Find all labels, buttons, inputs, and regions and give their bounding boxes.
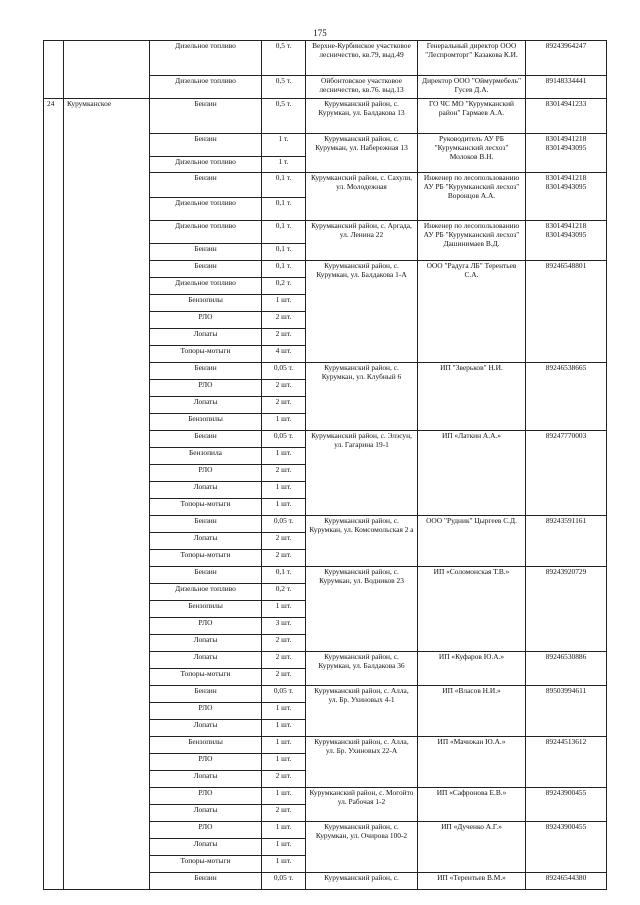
organization-cell: Инженер по лесопользованию АУ РБ "Курумканский лесхоз" Воронцов А.А.	[418, 173, 526, 221]
table-row	[44, 41, 607, 76]
quantity-cell: 0,05 т.	[262, 431, 306, 448]
resource-cell: Лопаты	[150, 720, 262, 737]
phone-cell: 83014941218 83014943095	[526, 221, 607, 261]
resource-cell: Лопаты	[150, 533, 262, 550]
address-cell: Курумканский район, с. Алла, ул. Бр. Ухиновых 22-А	[306, 737, 418, 788]
resource-cell: Топоры-мотыги	[150, 499, 262, 516]
resource-cell: Бензин	[150, 134, 262, 157]
address-cell: Курумканский район, с.	[306, 873, 418, 890]
resource-cell: Бензопилы	[150, 737, 262, 754]
phone-cell: 89246544380	[526, 873, 607, 890]
resource-cell: Топоры-мотыги	[150, 856, 262, 873]
district-cell	[64, 41, 150, 99]
quantity-cell: 0,5 т.	[262, 76, 306, 99]
address-cell: Курумканский район, с. Курумкан, ул. Балдакова 13	[306, 99, 418, 134]
resource-cell: Бензин	[150, 99, 262, 134]
organization-cell: ИП «Дученко А.Г.»	[418, 822, 526, 873]
district-cell: Курумканское	[64, 99, 150, 890]
address-cell: Курумканский район, с. Курумкан, ул. Клубный 6	[306, 363, 418, 431]
address-cell: Курумканский район, с. Курумкан, ул. Водников 23	[306, 567, 418, 652]
phone-cell: 89243900455	[526, 822, 607, 873]
phone-cell: 83014941233	[526, 99, 607, 134]
address-cell: Курумканский район, с. Курумкан, ул. Балдакова 36	[306, 652, 418, 686]
organization-cell: ИП «Соломонская Т.В.»	[418, 567, 526, 652]
resource-cell: Дизельное топливо	[150, 41, 262, 76]
organization-cell: ИП «Куфаров Ю.А.»	[418, 652, 526, 686]
phone-cell: 89243920729	[526, 567, 607, 652]
resource-cell: РЛО	[150, 312, 262, 329]
resource-cell: РЛО	[150, 465, 262, 482]
quantity-cell: 1 шт.	[262, 822, 306, 839]
quantity-cell: 2 шт.	[262, 669, 306, 686]
quantity-cell: 1 шт.	[262, 737, 306, 754]
organization-cell: Инженер по лесопользованию АУ РБ "Курумканский лесхоз" Дашинимаев В.Д.	[418, 221, 526, 261]
address-cell: Курумканский район, с. Алла, ул. Бр. Ухиновых 4-1	[306, 686, 418, 737]
quantity-cell: 0,5 т.	[262, 99, 306, 134]
resource-cell: Топоры-мотыги	[150, 346, 262, 363]
quantity-cell: 1 шт.	[262, 839, 306, 856]
resource-cell: Бензин	[150, 567, 262, 584]
quantity-cell: 1 шт.	[262, 499, 306, 516]
address-cell: Курумканский район, с. Курумкан, ул. Балдакова 1-А	[306, 261, 418, 363]
resource-cell: Дизельное топливо	[150, 157, 262, 173]
organization-cell: ИП «Терентьев В.М.»	[418, 873, 526, 890]
resource-cell: Бензин	[150, 873, 262, 890]
resource-cell: Бензин	[150, 516, 262, 533]
quantity-cell: 2 шт.	[262, 465, 306, 482]
quantity-cell: 0,05 т.	[262, 686, 306, 703]
resource-cell: РЛО	[150, 618, 262, 635]
quantity-cell: 2 шт.	[262, 380, 306, 397]
page-number: 175	[313, 28, 327, 38]
organization-cell: ГО ЧС МО "Курумканский район" Гармаев А.А.	[418, 99, 526, 134]
phone-cell: 89244513612	[526, 737, 607, 788]
quantity-cell: 1 шт.	[262, 754, 306, 771]
resource-cell: Лопаты	[150, 771, 262, 788]
quantity-cell: 1 шт.	[262, 448, 306, 465]
address-cell: Курумканский район, с. Аргада, ул. Ленина 22	[306, 221, 418, 261]
quantity-cell: 0,05 т.	[262, 516, 306, 533]
resource-cell: Лопаты	[150, 329, 262, 346]
quantity-cell: 2 шт.	[262, 635, 306, 652]
resource-cell: Дизельное топливо	[150, 221, 262, 244]
resource-cell: Топоры-мотыги	[150, 550, 262, 567]
address-cell: Курумканский район, с. Могойто ул. Рабочая 1-2	[306, 788, 418, 822]
resource-cell: Бензин	[150, 686, 262, 703]
resource-cell: Лопаты	[150, 482, 262, 499]
resource-cell: Бензопила	[150, 448, 262, 465]
resources-table	[43, 40, 607, 890]
quantity-cell: 0,1 т.	[262, 567, 306, 584]
address-cell: Курумканский район, с. Курумкан, ул. Набережная 13	[306, 134, 418, 173]
resource-cell: Бензопилы	[150, 414, 262, 431]
resource-cell: РЛО	[150, 703, 262, 720]
address-cell: Курумканский район, с. Курумкан, ул. Очирова 100-2	[306, 822, 418, 873]
organization-cell: ИП «Мачижан Ю.А.»	[418, 737, 526, 788]
resource-cell: Топоры-мотыги	[150, 669, 262, 686]
quantity-cell: 0,2 т.	[262, 278, 306, 295]
quantity-cell: 0,2 т.	[262, 584, 306, 601]
quantity-cell: 2 шт.	[262, 805, 306, 822]
resource-cell: Бензин	[150, 363, 262, 380]
row-number-cell: 24	[44, 99, 64, 890]
resource-cell: Дизельное топливо	[150, 584, 262, 601]
resource-cell: Лопаты	[150, 839, 262, 856]
quantity-cell: 0,1 т.	[262, 221, 306, 244]
organization-cell: ИП «Сафронова Е.В.»	[418, 788, 526, 822]
resource-cell: Дизельное топливо	[150, 278, 262, 295]
resource-cell: Лопаты	[150, 397, 262, 414]
address-cell: Курумканский район, с. Курумкан, ул. Комсомольская 2 а	[306, 516, 418, 567]
quantity-cell: 2 шт.	[262, 533, 306, 550]
resource-cell: Бензин	[150, 261, 262, 278]
quantity-cell: 0,05 т.	[262, 363, 306, 380]
address-cell: Ойбонтовское участковое лесничество, кв.76. выд.13	[306, 76, 418, 99]
quantity-cell: 1 шт.	[262, 856, 306, 873]
quantity-cell: 0,05 т.	[262, 873, 306, 890]
phone-cell: 83014941218 83014943095	[526, 134, 607, 173]
resource-cell: Дизельное топливо	[150, 198, 262, 221]
quantity-cell: 2 шт.	[262, 771, 306, 788]
phone-cell: 89503994611	[526, 686, 607, 737]
resource-cell: РЛО	[150, 380, 262, 397]
table-row	[44, 99, 607, 134]
phone-cell: 89243591161	[526, 516, 607, 567]
resource-cell: Лопаты	[150, 652, 262, 669]
phone-cell: 89246538665	[526, 363, 607, 431]
quantity-cell: 1 шт.	[262, 295, 306, 312]
row-number-cell	[44, 41, 64, 99]
organization-cell: Руководитель АУ РБ "Курумканский лесхоз" Молоков В.Н.	[418, 134, 526, 173]
address-cell: Курумканский район, с. Элэсун, ул. Гагарина 19-1	[306, 431, 418, 516]
quantity-cell: 0,1 т.	[262, 198, 306, 221]
phone-cell: 89246548801	[526, 261, 607, 363]
organization-cell: ООО "Рудник" Цыргеев С.Д.	[418, 516, 526, 567]
quantity-cell: 2 шт.	[262, 550, 306, 567]
phone-cell: 89148334441	[526, 76, 607, 99]
quantity-cell: 3 шт.	[262, 618, 306, 635]
quantity-cell: 1 шт.	[262, 601, 306, 618]
resource-cell: Лопаты	[150, 805, 262, 822]
resource-cell: Бензин	[150, 431, 262, 448]
quantity-cell: 2 шт.	[262, 652, 306, 669]
address-cell: Курумканский район, с. Сахули, ул. Молодежная	[306, 173, 418, 221]
resource-cell: РЛО	[150, 754, 262, 771]
quantity-cell: 1 шт.	[262, 414, 306, 431]
resource-cell: Бензин	[150, 244, 262, 261]
resource-cell: РЛО	[150, 822, 262, 839]
quantity-cell: 0,5 т.	[262, 41, 306, 76]
resource-cell: Дизельное топливо	[150, 76, 262, 99]
quantity-cell: 1 шт.	[262, 703, 306, 720]
phone-cell: 83014941218 83014943095	[526, 173, 607, 221]
resource-cell: Бензопилы	[150, 295, 262, 312]
organization-cell: ИП «Латкин А.А.»	[418, 431, 526, 516]
resource-cell: Бензопилы	[150, 601, 262, 618]
resource-cell: РЛО	[150, 788, 262, 805]
phone-cell: 89243900455	[526, 788, 607, 822]
resource-cell: Лопаты	[150, 635, 262, 652]
phone-cell: 89243964247	[526, 41, 607, 76]
organization-cell: ИП "Зверьков" Н.И.	[418, 363, 526, 431]
phone-cell: 89246530886	[526, 652, 607, 686]
quantity-cell: 2 шт.	[262, 397, 306, 414]
organization-cell: Генеральный директор ООО "Леспромторг" Казакова К.И.	[418, 41, 526, 76]
quantity-cell: 1 шт.	[262, 720, 306, 737]
organization-cell: Директор ООО "Оймурмебель" Гусев Д.А.	[418, 76, 526, 99]
quantity-cell: 4 шт.	[262, 346, 306, 363]
quantity-cell: 1 т.	[262, 134, 306, 157]
quantity-cell: 0,1 т.	[262, 261, 306, 278]
quantity-cell: 0,1 т.	[262, 173, 306, 198]
quantity-cell: 0,1 т.	[262, 244, 306, 261]
quantity-cell: 1 шт.	[262, 788, 306, 805]
resource-cell: Бензин	[150, 173, 262, 198]
organization-cell: ИП «Власов Н.И.»	[418, 686, 526, 737]
quantity-cell: 1 т.	[262, 157, 306, 173]
phone-cell: 89247770003	[526, 431, 607, 516]
quantity-cell: 1 шт.	[262, 482, 306, 499]
address-cell: Верхне-Курбинское участковое лесничество, кв.79, выд.49	[306, 41, 418, 76]
organization-cell: ООО "Радуга ЛБ" Терентьев С.А.	[418, 261, 526, 363]
quantity-cell: 2 шт.	[262, 312, 306, 329]
quantity-cell: 2 шт.	[262, 329, 306, 346]
